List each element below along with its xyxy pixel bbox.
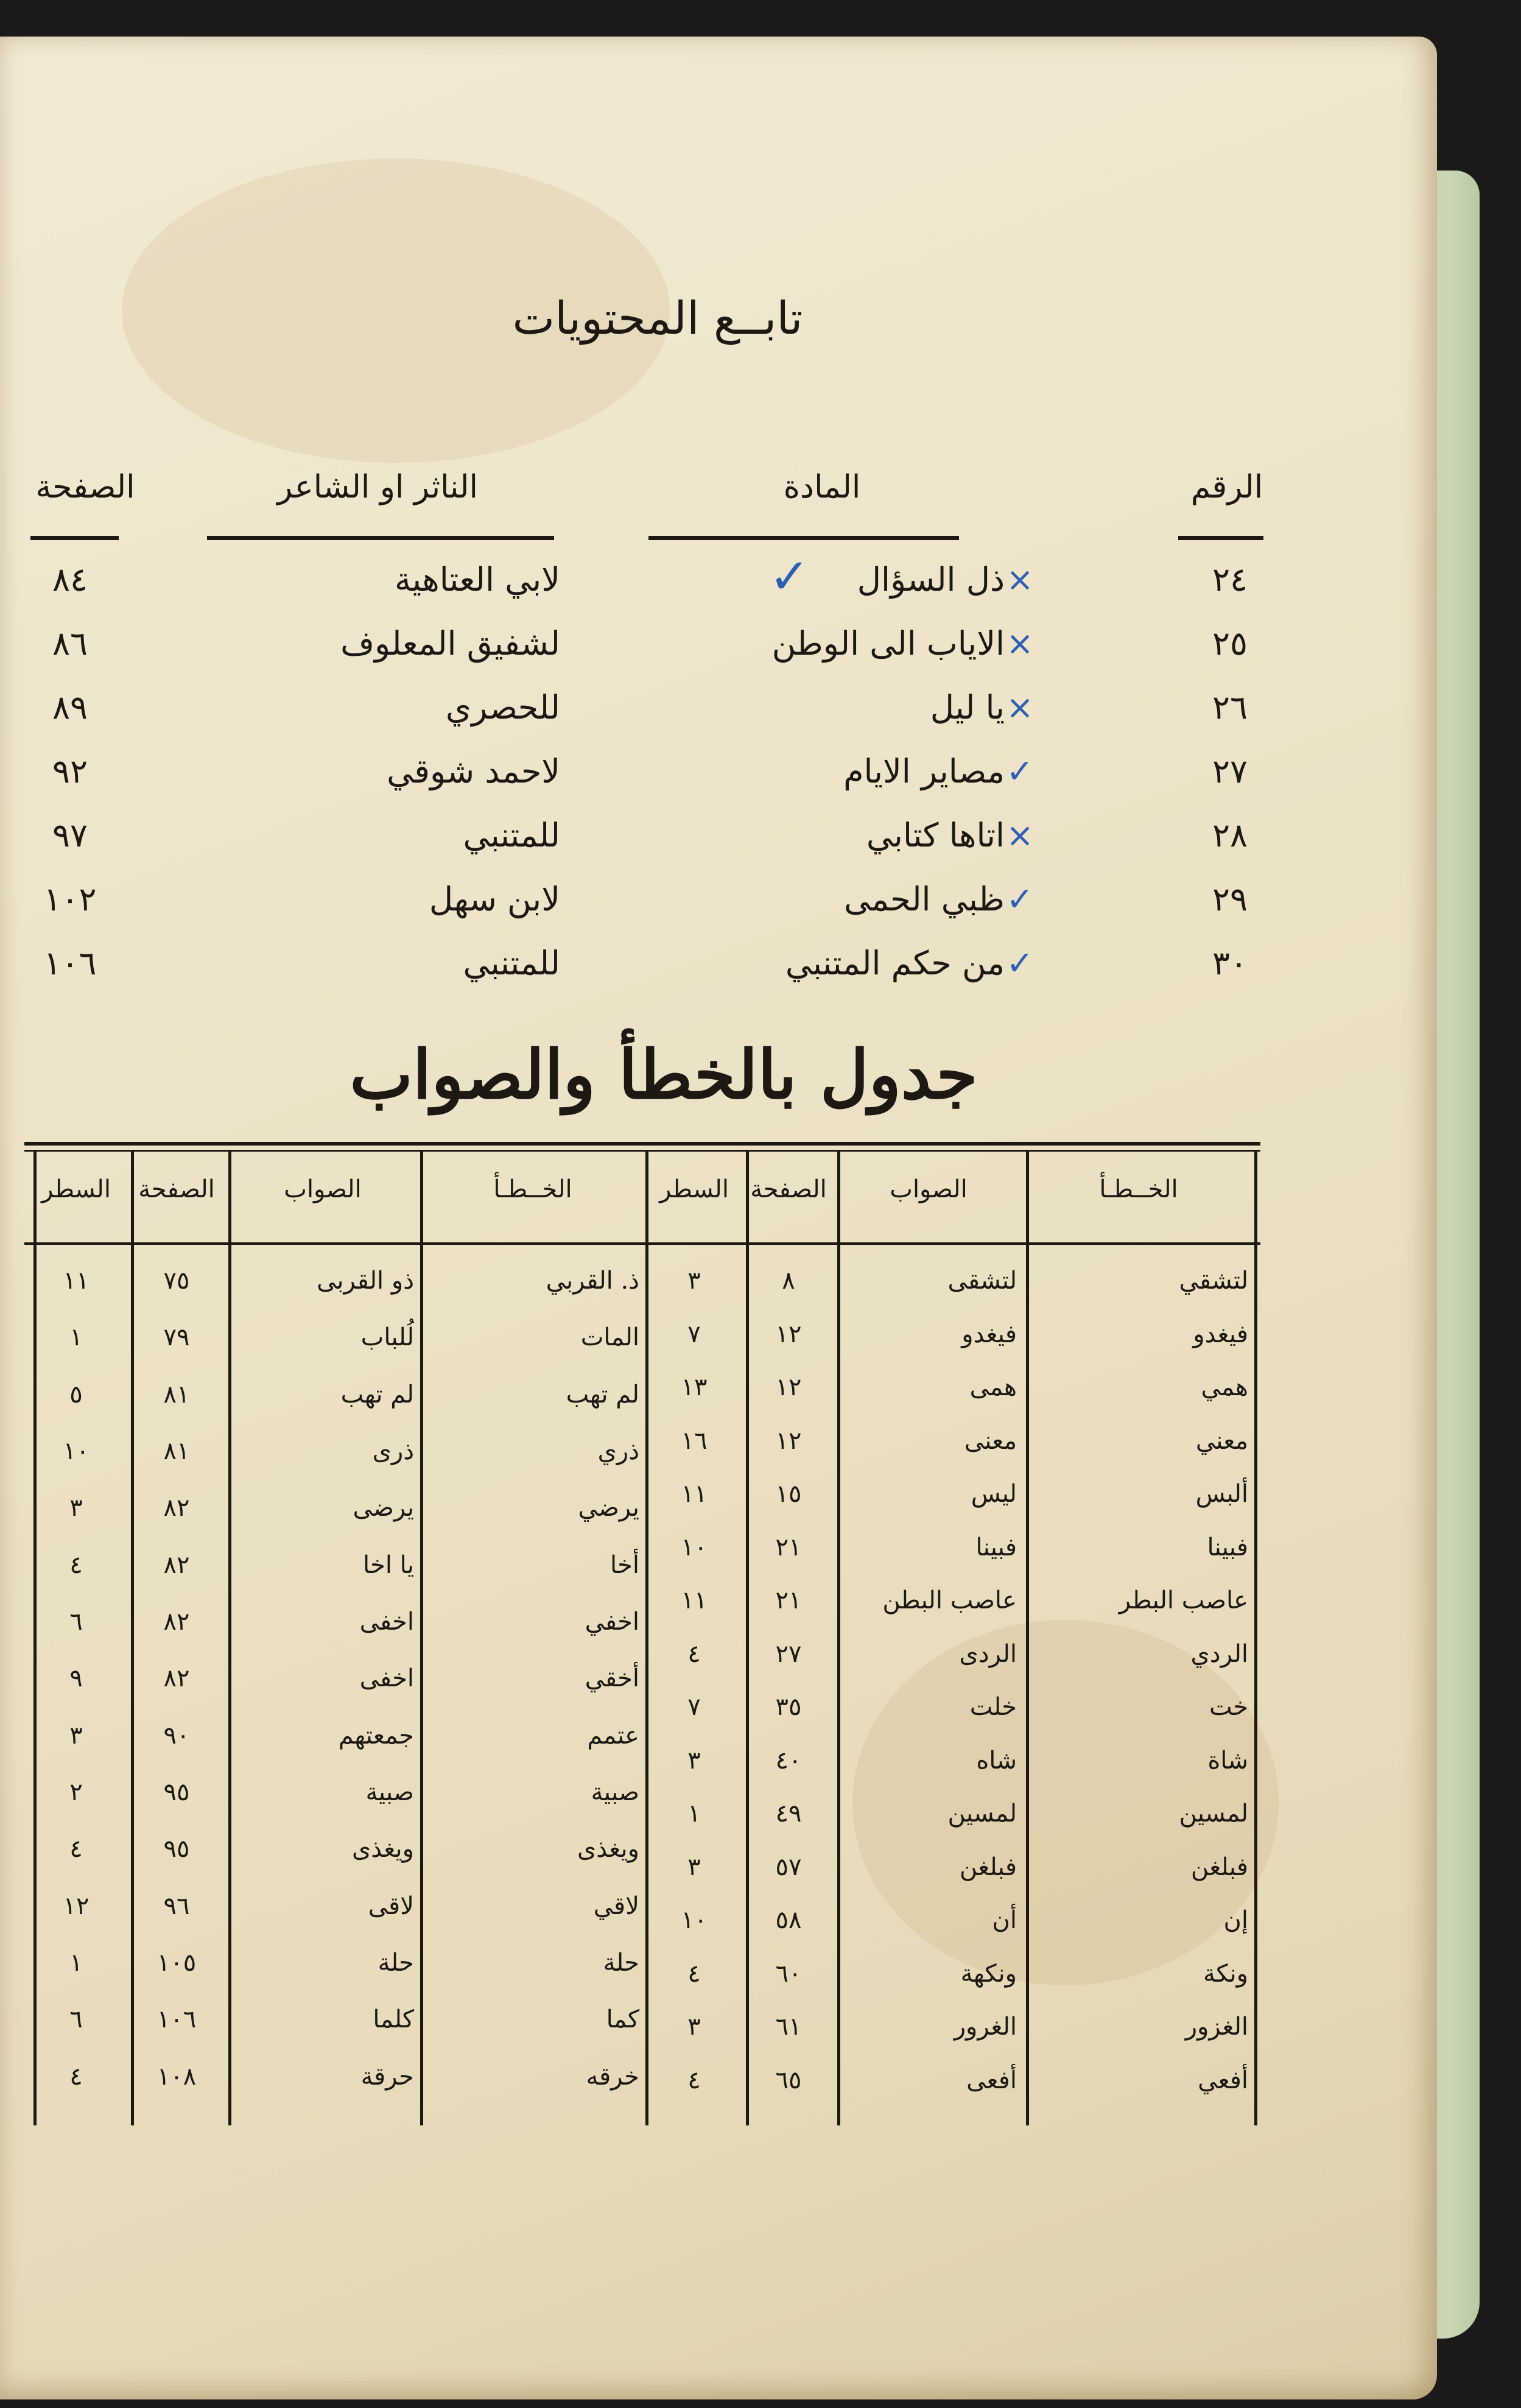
errata-cell-page: ٩٠ <box>163 1721 190 1750</box>
errata-cell-line: ٤ <box>69 1835 83 1864</box>
contents-row-subject: ظبي الحمى <box>844 880 1005 918</box>
errata-cell-line: ١١ <box>63 1267 90 1295</box>
errata-cell-error: خرقه <box>586 2062 639 2091</box>
errata-cell-page: ٧٥ <box>163 1267 190 1295</box>
errata-cell-error: فبينا <box>1207 1533 1248 1561</box>
contents-row-subject: مصاير الايام <box>843 752 1005 790</box>
errata-cell-error: معني <box>1195 1426 1248 1455</box>
contents-row-subject: اتاها كتابي <box>866 816 1005 854</box>
contents-row-author: للمتنبي <box>463 816 560 854</box>
errata-cell-page: ١٢ <box>775 1373 802 1401</box>
pen-cross-mark: × <box>1006 816 1034 854</box>
errata-cell-error: أخقي <box>585 1664 639 1693</box>
errata-cell-page: ٣٥ <box>775 1693 802 1721</box>
errata-cell-correct: معنى <box>964 1426 1017 1455</box>
errata-cell-page: ٤٠ <box>775 1746 802 1775</box>
errata-cell-error: ذ. القربي <box>546 1267 639 1295</box>
contents-row-page: ١٠٢ <box>43 880 97 918</box>
errata-cell-correct: جمعتهم <box>338 1721 414 1750</box>
errata-cell-page: ٨٢ <box>163 1551 190 1579</box>
errata-cell-page: ٦٠ <box>775 1959 802 1988</box>
errata-cell-correct: يا اخا <box>362 1551 414 1579</box>
errata-cell-line: ٣ <box>687 1267 701 1295</box>
contents-row-number: ٢٤ <box>1212 560 1248 599</box>
contents-row-author: لابن سهل <box>429 880 560 918</box>
header-rule <box>207 536 554 540</box>
errata-cell-page: ٧٩ <box>163 1323 190 1352</box>
contents-row-number: ٢٦ <box>1212 688 1248 727</box>
contents-row-page: ١٠٦ <box>43 944 97 982</box>
errata-cell-correct: حلة <box>378 1949 414 1977</box>
errata-cell-line: ٥ <box>69 1380 83 1409</box>
errata-cell-page: ٤٩ <box>775 1800 802 1828</box>
errata-cell-correct: يرضى <box>353 1494 414 1523</box>
errata-cell-correct: فيغدو <box>961 1320 1017 1348</box>
contents-row-author: لشفيق المعلوف <box>340 624 560 663</box>
errata-cell-correct: حرقة <box>360 2062 414 2091</box>
errata-cell-correct: لاقى <box>368 1892 414 1920</box>
pen-cross-mark: × <box>1006 624 1034 663</box>
errata-cell-page: ٩٥ <box>163 1835 190 1864</box>
errata-top-rule <box>24 1150 1260 1152</box>
errata-cell-correct: ويغذى <box>351 1835 414 1864</box>
errata-cell-error: الغزور <box>1185 2013 1248 2041</box>
errata-cell-page: ٦١ <box>775 2013 802 2041</box>
errata-cell-page: ١٢ <box>775 1426 802 1455</box>
errata-cell-page: ١٥ <box>775 1480 802 1508</box>
errata-cell-line: ٤ <box>687 2066 701 2094</box>
errata-cell-correct: همى <box>969 1373 1017 1401</box>
contents-row-subject: يا ليل <box>930 688 1005 727</box>
errata-cell-error: أفعي <box>1198 2066 1248 2094</box>
errata-cell-correct: كلما <box>373 2005 414 2034</box>
contents-row-page: ٨٤ <box>52 560 88 599</box>
errata-cell-page: ٩٦ <box>163 1892 190 1920</box>
errata-cell-page: ١٢ <box>775 1320 802 1348</box>
header-rule <box>1178 536 1263 540</box>
errata-cell-line: ٣ <box>687 2013 701 2041</box>
contents-row-page: ٨٦ <box>52 624 88 663</box>
errata-title: جدول بالخطأ والصواب <box>350 1035 978 1114</box>
errata-column-divider <box>33 1151 37 2125</box>
contents-row-author: للحصري <box>445 688 560 727</box>
errata-header-error: الخــطـأ <box>493 1175 572 1203</box>
pen-check-mark: ✓ <box>768 548 810 605</box>
errata-cell-error: ألبس <box>1195 1480 1248 1508</box>
errata-cell-error: همي <box>1201 1373 1248 1401</box>
errata-cell-page: ٢٧ <box>775 1639 802 1668</box>
pen-check-mark: ✓ <box>1006 944 1034 982</box>
errata-cell-page: ٨٢ <box>163 1494 190 1523</box>
errata-cell-page: ٥٨ <box>775 1906 802 1934</box>
contents-row-page: ٨٩ <box>52 688 88 727</box>
errata-cell-error: لتشقي <box>1179 1267 1248 1295</box>
pen-cross-mark: × <box>1006 688 1034 727</box>
errata-cell-page: ١٠٨ <box>156 2062 197 2091</box>
errata-cell-correct: ذرى <box>372 1437 414 1465</box>
errata-cell-line: ١ <box>687 1800 701 1828</box>
errata-cell-line: ٦ <box>69 1608 83 1636</box>
col-header-page: الصفحة <box>35 469 135 505</box>
col-header-number: الرقم <box>1190 469 1263 505</box>
errata-cell-correct: لُلباب <box>360 1323 414 1352</box>
errata-cell-line: ٧ <box>687 1320 701 1348</box>
contents-row-author: لابي العتاهية <box>395 560 560 599</box>
errata-cell-line: ٤ <box>687 1959 701 1988</box>
errata-cell-error: ونكة <box>1203 1959 1248 1988</box>
errata-cell-error: الردي <box>1190 1639 1248 1668</box>
errata-cell-correct: ليس <box>971 1480 1017 1508</box>
errata-column-divider <box>131 1151 134 2125</box>
errata-cell-error: أخا <box>609 1551 639 1579</box>
errata-cell-page: ١٠٦ <box>156 2005 197 2034</box>
errata-cell-error: إن <box>1223 1906 1248 1934</box>
errata-cell-correct: أفعى <box>966 2066 1017 2094</box>
errata-cell-line: ١٣ <box>681 1373 708 1401</box>
col-header-author: الناثر او الشاعر <box>277 469 478 505</box>
errata-cell-correct: الردى <box>959 1639 1017 1668</box>
errata-cell-error: صبية <box>591 1778 639 1806</box>
errata-cell-error: شاة <box>1207 1746 1248 1775</box>
errata-cell-line: ١٠ <box>681 1906 708 1934</box>
errata-header-correct: الصواب <box>890 1175 968 1203</box>
errata-cell-error: عتمم <box>587 1721 639 1750</box>
pen-check-mark: ✓ <box>1006 752 1034 790</box>
errata-header-page: الصفحة <box>750 1175 827 1203</box>
errata-cell-line: ٤ <box>687 1639 701 1668</box>
contents-row-number: ٢٨ <box>1212 816 1248 854</box>
errata-cell-correct: ذو القربى <box>317 1267 414 1295</box>
errata-cell-error: لم تهب <box>566 1380 639 1409</box>
errata-cell-correct: شاه <box>976 1746 1017 1775</box>
contents-row-number: ٢٧ <box>1212 752 1248 790</box>
errata-cell-line: ١٢ <box>63 1892 90 1920</box>
col-header-subject: المادة <box>783 469 861 505</box>
errata-cell-line: ٦ <box>69 2005 83 2034</box>
errata-cell-line: ٣ <box>687 1746 701 1775</box>
errata-cell-line: ٢ <box>69 1778 83 1806</box>
errata-cell-error: المات <box>580 1323 639 1352</box>
errata-cell-correct: عاصب البطن <box>882 1586 1017 1614</box>
contents-row-number: ٣٠ <box>1212 944 1248 982</box>
errata-cell-correct: الغرور <box>954 2013 1017 2041</box>
errata-cell-correct: اخفى <box>359 1664 414 1693</box>
pen-check-mark: ✓ <box>1006 880 1034 918</box>
errata-cell-correct: صبية <box>365 1778 414 1806</box>
errata-header-line: السطر <box>41 1175 111 1203</box>
errata-cell-line: ٩ <box>69 1664 83 1693</box>
contents-row-number: ٢٥ <box>1212 624 1248 663</box>
errata-header-line: السطر <box>659 1175 729 1203</box>
errata-cell-line: ١ <box>69 1323 83 1352</box>
errata-header-page: الصفحة <box>138 1175 215 1203</box>
errata-cell-correct: فبينا <box>975 1533 1017 1561</box>
errata-cell-line: ١١ <box>681 1586 708 1614</box>
contents-row-author: لاحمد شوقي <box>387 752 560 790</box>
errata-cell-page: ٦٥ <box>775 2066 802 2094</box>
contents-row-subject: ذل السؤال <box>857 560 1005 599</box>
errata-cell-page: ٢١ <box>775 1533 802 1561</box>
errata-cell-error: لاقي <box>593 1892 639 1920</box>
contents-row-page: ٩٢ <box>52 752 88 790</box>
errata-cell-error: ذري <box>597 1437 639 1465</box>
errata-cell-correct: اخفى <box>359 1608 414 1636</box>
errata-cell-line: ٣ <box>69 1494 83 1523</box>
errata-cell-line: ١٠ <box>681 1533 708 1561</box>
contents-row-author: للمتنبي <box>463 944 560 982</box>
errata-header-rule <box>24 1242 1260 1245</box>
header-rule <box>30 536 119 540</box>
errata-cell-line: ١٦ <box>681 1426 708 1455</box>
errata-cell-line: ١ <box>69 1949 83 1977</box>
errata-cell-line: ١١ <box>681 1480 708 1508</box>
contents-row-page: ٩٧ <box>52 816 88 854</box>
pen-cross-mark: × <box>1006 560 1034 599</box>
errata-cell-line: ٧ <box>687 1693 701 1721</box>
errata-cell-correct: لم تهب <box>340 1380 414 1409</box>
errata-cell-page: ٨١ <box>163 1437 190 1465</box>
header-rule <box>648 536 959 540</box>
errata-cell-line: ٤ <box>69 1551 83 1579</box>
errata-cell-error: فيغدو <box>1193 1320 1248 1348</box>
contents-row-subject: من حكم المتنبي <box>785 944 1005 982</box>
errata-column-divider <box>645 1151 648 2125</box>
errata-cell-error: حلة <box>603 1949 639 1977</box>
errata-cell-page: ٩٥ <box>163 1778 190 1806</box>
errata-cell-page: ٢١ <box>775 1586 802 1614</box>
errata-cell-error: عاصب البطر <box>1119 1586 1248 1614</box>
errata-cell-correct: خلت <box>969 1693 1017 1721</box>
errata-cell-correct: لتشقى <box>947 1267 1017 1295</box>
errata-cell-error: يرضي <box>578 1494 639 1523</box>
errata-cell-page: ٨٢ <box>163 1608 190 1636</box>
errata-cell-page: ٨٢ <box>163 1664 190 1693</box>
errata-cell-page: ٥٧ <box>775 1853 802 1881</box>
errata-cell-page: ٨١ <box>163 1380 190 1409</box>
errata-cell-page: ١٠٥ <box>156 1949 197 1977</box>
errata-cell-page: ٨ <box>782 1267 795 1295</box>
errata-cell-correct: لمسين <box>947 1800 1017 1828</box>
errata-column-divider <box>420 1151 423 2125</box>
errata-cell-error: ويغذى <box>577 1835 639 1864</box>
errata-cell-error: اخفي <box>585 1608 639 1636</box>
errata-cell-line: ٣ <box>687 1853 701 1881</box>
errata-header-error: الخــطـأ <box>1099 1175 1178 1203</box>
contents-row-subject: الاياب الى الوطن <box>771 624 1005 663</box>
contents-title: تابــع المحتويات <box>512 292 803 345</box>
errata-cell-line: ٤ <box>69 2062 83 2091</box>
errata-cell-error: خت <box>1209 1693 1248 1721</box>
errata-top-rule <box>24 1142 1260 1146</box>
errata-cell-line: ١٠ <box>63 1437 90 1465</box>
errata-header-correct: الصواب <box>284 1175 362 1203</box>
errata-cell-error: لمسين <box>1179 1800 1248 1828</box>
errata-column-divider <box>1254 1151 1257 2125</box>
contents-row-number: ٢٩ <box>1212 880 1248 918</box>
errata-cell-line: ٣ <box>69 1721 83 1750</box>
errata-cell-error: كما <box>606 2005 639 2034</box>
errata-cell-correct: فبلغن <box>959 1853 1017 1881</box>
errata-cell-correct: ونكهة <box>960 1959 1017 1988</box>
book-page <box>0 37 1437 2399</box>
errata-cell-error: فبلغن <box>1190 1853 1248 1881</box>
errata-column-divider <box>228 1151 231 2125</box>
errata-cell-correct: أن <box>992 1906 1017 1934</box>
